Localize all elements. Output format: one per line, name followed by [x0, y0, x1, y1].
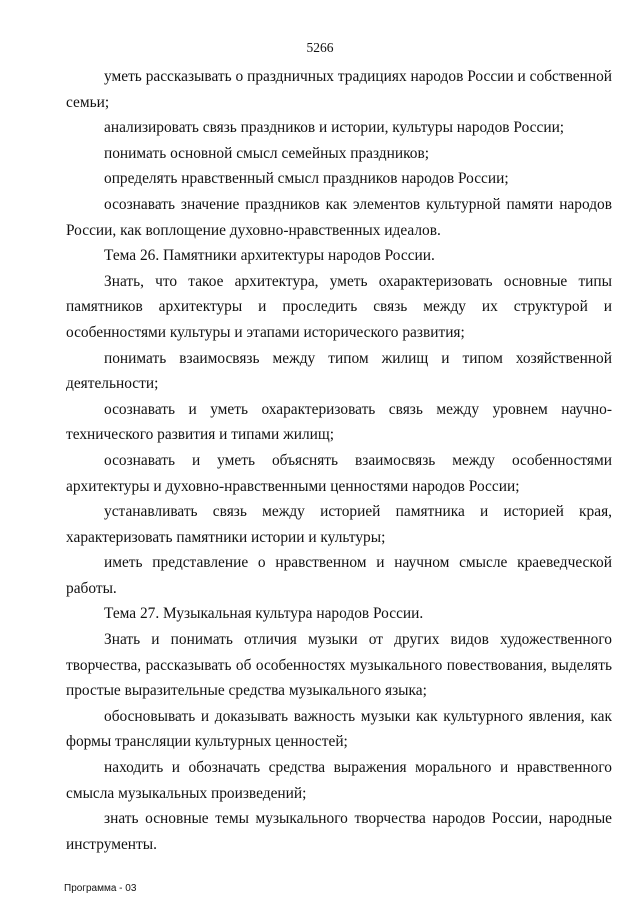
paragraph: понимать основной смысл семейных праздников;: [104, 144, 430, 162]
footer-label: Программа - 03: [64, 883, 137, 894]
paragraph: анализировать связь праздников и истории, культуры народов России;: [104, 119, 565, 137]
paragraph: уметь рассказывать о праздничных традициях народов России и собственной семьи;: [66, 68, 612, 111]
paragraph: обосновывать и доказывать важность музыки как культурного явления, как формы трансляции культурных ценностей;: [66, 707, 612, 751]
section-heading: Тема 26. Памятники архитектуры народов России.: [104, 247, 435, 265]
paragraph: осознавать значение праздников как элементов культурной памяти народов России, как воплощение духовно-нравственных идеалов.: [66, 195, 612, 239]
paragraph: иметь представление о нравственном и научном смысле краеведческой работы.: [66, 554, 612, 597]
section-heading: Тема 27. Музыкальная культура народов России.: [104, 605, 424, 623]
page-number: 5266: [306, 40, 334, 55]
paragraph: Знать, что такое архитектура, уметь охарактеризовать основные типы памятников архитектуры и проследить связь между их структурой и особенностями культуры и этапами исторического развития;: [66, 272, 612, 341]
paragraph: находить и обозначать средства выражения морального и нравственного смысла музыкальных произведений;: [66, 759, 612, 802]
paragraph: осознавать и уметь охарактеризовать связь между уровнем научно-технического развития и типами жилищ;: [66, 400, 612, 444]
paragraph: устанавливать связь между историей памятника и историей края, характеризовать памятники истории и культуры;: [66, 503, 612, 546]
paragraph: понимать взаимосвязь между типом жилищ и типом хозяйственной деятельности;: [66, 349, 612, 393]
paragraph: Знать и понимать отличия музыки от других видов художественного творчества, рассказывать об особенностях музыкального повествования, выделять простые выразительные средства музыкального языка;: [66, 631, 612, 700]
paragraph: определять нравственный смысл праздников народов России;: [104, 170, 509, 188]
paragraph: знать основные темы музыкального творчества народов России, народные инструменты.: [66, 810, 612, 853]
paragraph: осознавать и уметь объяснять взаимосвязь между особенностями архитектуры и духовно-нравственными ценностями народов России;: [66, 451, 612, 495]
document-body: [66, 64, 612, 857]
